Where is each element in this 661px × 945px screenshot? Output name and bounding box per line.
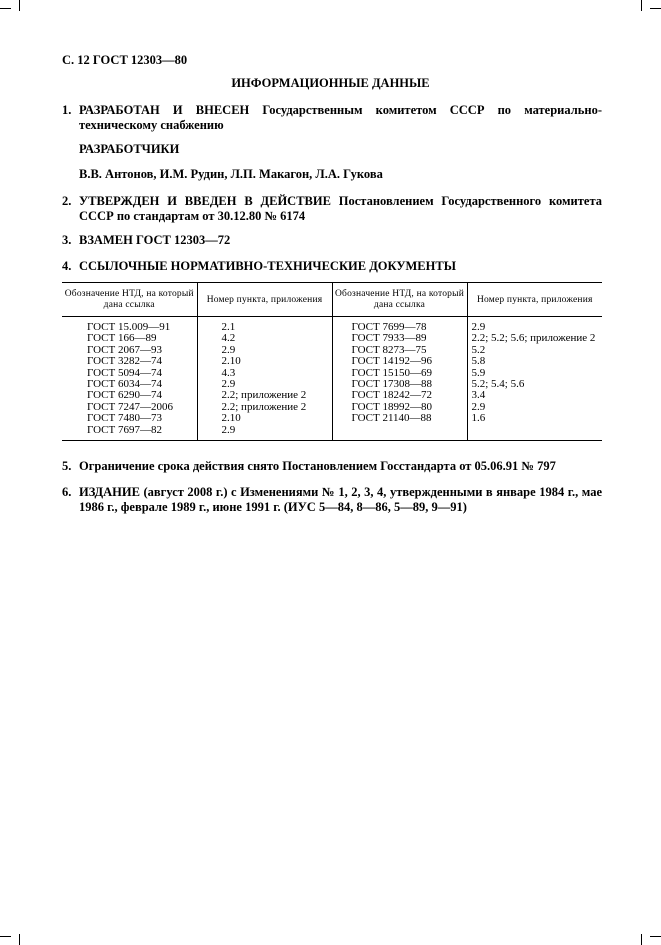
- table-cell: 2.9: [471, 321, 486, 333]
- references-table: [62, 282, 602, 441]
- item-text: ВЗАМЕН ГОСТ 12303—72: [79, 233, 231, 247]
- table-cell: ГОСТ 2067—93: [87, 343, 162, 356]
- column-header-clause: Номер пункта, приложения: [197, 283, 332, 317]
- table-cell: ГОСТ 7933—89: [351, 332, 427, 345]
- table-cell: ГОСТ 14192—96: [351, 355, 432, 368]
- column-header-ntd: Обозначение НТД, на который дана ссылка: [62, 283, 197, 317]
- table-cell: ГОСТ 6034—74: [87, 378, 162, 391]
- table-cell: ГОСТ 18242—72: [351, 389, 432, 402]
- item-number: 2.: [62, 194, 72, 208]
- crop-mark: [0, 936, 11, 937]
- item-number: 6.: [62, 485, 72, 499]
- item-text: Ограничение срока действия снято Постановлением Госстандарта от 05.06.91 № 797: [79, 459, 556, 473]
- table-cell: 4.2: [221, 332, 236, 345]
- table-cell: 5.9: [471, 366, 486, 379]
- table-cell: ГОСТ 166—89: [87, 332, 157, 345]
- table-cell: ГОСТ 5094—74: [87, 366, 162, 379]
- table-cell: 3.4: [471, 389, 486, 402]
- info-item-1: [62, 103, 602, 133]
- column-clause-right: [467, 317, 602, 441]
- page-title: ИНФОРМАЦИОННЫЕ ДАННЫЕ: [231, 76, 430, 90]
- column-ntd-left: [62, 317, 197, 441]
- table-cell: 5.8: [471, 355, 486, 368]
- item-number: 1.: [62, 103, 72, 117]
- table-cell: 2.9: [221, 343, 236, 356]
- info-item-6: [62, 485, 602, 515]
- developers-list: В.В. Антонов, И.М. Рудин, Л.П. Макагон, Л.А. Гукова: [79, 167, 383, 181]
- column-ntd-right: [332, 317, 467, 441]
- info-item-4: [62, 259, 602, 274]
- table-cell: ГОСТ 7480—73: [87, 412, 162, 425]
- item-number: 4.: [62, 259, 72, 273]
- info-item-3: [62, 233, 602, 248]
- table-cell: 2.9: [471, 400, 486, 413]
- table-cell: ГОСТ 18992—80: [351, 400, 432, 413]
- column-clause-left: [197, 317, 332, 441]
- crop-mark: [0, 8, 11, 9]
- crop-mark: [641, 934, 642, 945]
- table-cell: ГОСТ 7697—82: [87, 423, 162, 436]
- column-header-ntd: Обозначение НТД, на который дана ссылка: [332, 283, 467, 317]
- crop-mark: [19, 934, 20, 945]
- info-item-2: [62, 194, 602, 224]
- table-cell: 2.2; 5.2; 5.6; приложение 2: [471, 332, 596, 345]
- item-text: ССЫЛОЧНЫЕ НОРМАТИВНО-ТЕХНИЧЕСКИЕ ДОКУМЕНТЫ: [79, 259, 456, 273]
- table-cell: 2.10: [221, 412, 241, 425]
- item-number: 5.: [62, 459, 72, 473]
- item-text: РАЗРАБОТАН И ВНЕСЕН Государственным комитетом СССР по материально-техническому снабжению: [79, 103, 602, 132]
- table-cell: ГОСТ 15150—69: [351, 366, 432, 379]
- item-number: 3.: [62, 233, 72, 247]
- column-header-clause: Номер пункта, приложения: [467, 283, 602, 317]
- table-cell: ГОСТ 7699—78: [351, 321, 427, 333]
- table-cell: 5.2: [471, 343, 486, 356]
- developers-heading: РАЗРАБОТЧИКИ: [79, 142, 180, 156]
- table-cell: 2.9: [221, 423, 236, 436]
- table-cell: ГОСТ 7247—2006: [87, 400, 173, 413]
- info-item-5: [62, 459, 602, 474]
- item-text: УТВЕРЖДЕН И ВВЕДЕН В ДЕЙСТВИЕ Постановлением Государственного комитета СССР по стандартам от 30.12.80 № 6174: [79, 194, 602, 223]
- table-cell: 5.2; 5.4; 5.6: [471, 378, 525, 391]
- table-cell: 2.10: [221, 355, 241, 368]
- table-cell: ГОСТ 21140—88: [351, 412, 432, 425]
- table-cell: 1.6: [471, 412, 486, 425]
- table-cell: 4.3: [221, 366, 236, 379]
- table-cell: 2.2; приложение 2: [221, 389, 307, 402]
- table-header-row: [62, 283, 602, 317]
- table-cell: ГОСТ 15.009—91: [87, 321, 171, 333]
- item-text: ИЗДАНИЕ (август 2008 г.) с Изменениями № 1, 2, 3, 4, утвержденными в январе 1984 г., мае 1986 г., феврале 1989 г., июне 1991 г. (ИУС 5—84, 8—86, 5—89, 9—91): [79, 485, 602, 514]
- table-cell: 2.2; приложение 2: [221, 400, 307, 413]
- table-body-row: [62, 317, 602, 441]
- table-cell: ГОСТ 3282—74: [87, 355, 162, 368]
- page-header: С. 12 ГОСТ 12303—80: [62, 53, 188, 67]
- table-cell: ГОСТ 6290—74: [87, 389, 162, 402]
- crop-mark: [650, 8, 661, 9]
- crop-mark: [641, 0, 642, 11]
- table-cell: 2.1: [221, 321, 236, 333]
- table-cell: ГОСТ 8273—75: [351, 343, 427, 356]
- table-cell: 2.9: [221, 378, 236, 391]
- crop-mark: [650, 936, 661, 937]
- crop-mark: [19, 0, 20, 11]
- table-cell: ГОСТ 17308—88: [351, 378, 432, 391]
